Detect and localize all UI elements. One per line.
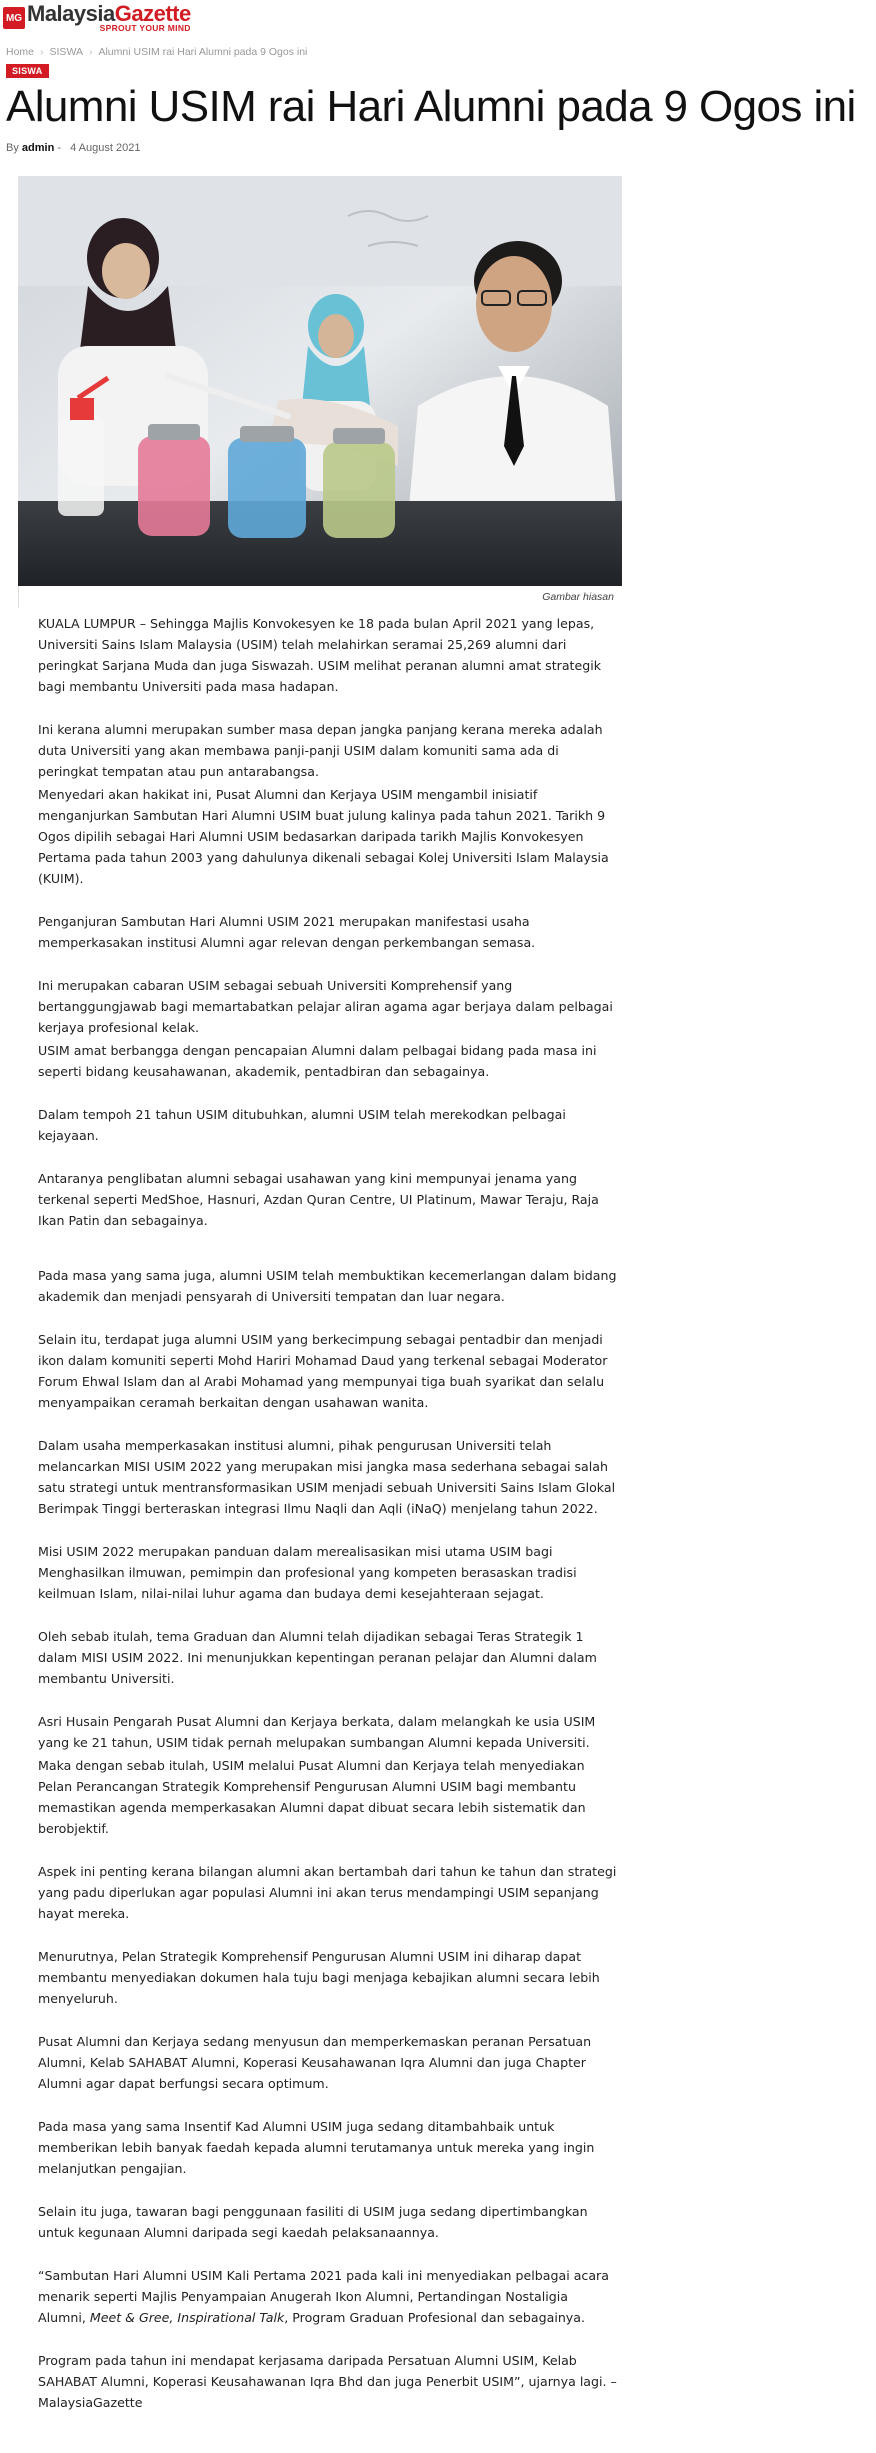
paragraph: Dalam tempoh 21 tahun USIM ditubuhkan, alumni USIM telah merekodkan pelbagai kejayaan. — [38, 1107, 566, 1143]
paragraph: Maka dengan sebab itulah, USIM melalui Pusat Alumni dan Kerjaya telah menyediakan Pelan Perancangan Strategik Komprehensif Pengurusan Alumni USIM bagi membantu memastikan agenda memperkasakan Alumni dapat dibuat secara lebih sistematik dan berobjektif. — [38, 1758, 586, 1836]
breadcrumb-category[interactable]: SISWA — [49, 46, 83, 58]
closing-paragraph: Program pada tahun ini mendapat kerjasama daripada Persatuan Alumni USIM, Kelab SAHABAT Alumni, Koperasi Keusahawanan Iqra Bhd dan juga Penerbit USIM”, ujarnya lagi. – MalaysiaGazette — [38, 2353, 617, 2410]
lab-students-photo — [18, 176, 622, 586]
logo-text — [27, 3, 191, 33]
breadcrumb-separator-icon: › — [40, 46, 44, 58]
paragraph: Selain itu, terdapat juga alumni USIM yang berkecimpung sebagai pentadbir dan menjadi ikon dalam komuniti seperti Mohd Hariri Mohamad Daud yang terkenal sebagai Moderator Forum Ehwal Islam dan al Arabi Mohamad yang mempunyai tiga buah syarikat dan selalu menyampaikan ceramah berkaitan dengan usahawan wanita. — [38, 1332, 608, 1410]
paragraph: Pada masa yang sama juga, alumni USIM telah membuktikan kecemerlangan dalam bidang akademik dan menjadi pensyarah di Universiti tempatan dan luar negara. — [38, 1268, 617, 1304]
logo-badge: MG — [3, 7, 25, 29]
quote-text-end: , Program Graduan Profesional dan sebagainya. — [284, 2310, 585, 2325]
breadcrumb-home[interactable]: Home — [6, 46, 35, 58]
featured-image — [18, 176, 622, 586]
logo-name-part2: Gazette — [114, 1, 191, 27]
article-meta — [6, 142, 140, 154]
meta-date: 4 August 2021 — [70, 142, 141, 154]
paragraph: Ini kerana alumni merupakan sumber masa depan jangka panjang kerana mereka adalah duta Universiti yang akan membawa panji-panji USIM dalam komuniti sama ada di peringkat tempatan atau pun antarabangsa. — [38, 722, 603, 779]
paragraph: Antaranya penglibatan alumni sebagai usahawan yang kini mempunyai jenama yang terkenal seperti MedShoe, Hasnuri, Azdan Quran Centre, UI Platinum, Mawar Teraju, Raja Ikan Patin dan sebagainya. — [38, 1171, 599, 1228]
paragraph: Oleh sebab itulah, tema Graduan dan Alumni telah dijadikan sebagai Teras Strategik 1 dalam MISI USIM 2022. Ini menunjukkan kepentingan peranan pelajar dan Alumni dalam membantu Universiti. — [38, 1629, 597, 1686]
paragraph: Penganjuran Sambutan Hari Alumni USIM 2021 merupakan manifestasi usaha memperkasakan institusi Alumni agar relevan dengan perkembangan semasa. — [38, 914, 536, 950]
breadcrumb-separator-icon: › — [88, 46, 93, 58]
logo-name — [27, 3, 191, 25]
quote-italic-text: Meet & Gree, Inspirational Talk — [89, 2310, 285, 2325]
paragraph: Menurutnya, Pelan Strategik Komprehensif Pengurusan Alumni USIM ini diharap dapat membantu menyediakan dokumen hala tuju bagi menjaga kebajikan alumni secara lebih menyeluruh. — [38, 1949, 600, 2006]
paragraph: Selain itu juga, tawaran bagi penggunaan fasiliti di USIM juga sedang dipertimbangkan untuk kegunaan Alumni daripada segi kaedah pelaksanaannya. — [38, 2204, 588, 2240]
paragraph: Pusat Alumni dan Kerjaya sedang menyusun dan memperkemaskan peranan Persatuan Alumni, Kelab SAHABAT Alumni, Koperasi Keusahawanan Iqra Alumni dan juga Chapter Alumni agar dapat berfungsi secara optimum. — [38, 2034, 592, 2091]
paragraph: Ini merupakan cabaran USIM sebagai sebuah Universiti Komprehensif yang bertanggungjawab bagi memartabatkan pelajar aliran agama agar berjaya dalam pelbagai kerjaya profesional kelak. — [38, 978, 613, 1035]
paragraph: Dalam usaha memperkasakan institusi alumni, pihak pengurusan Universiti telah melancarkan MISI USIM 2022 yang merupakan misi jangka masa sederhana sebagai salah satu strategi untuk mentransformasikan USIM menjadi sebuah Universiti Sains Islam Glokal Berimpak Tinggi berteraskan integrasi Ilmu Naqli dan Aqli (iNaQ) menjelang tahun 2022. — [38, 1438, 616, 1516]
paragraph: USIM amat berbangga dengan pencapaian Alumni dalam pelbagai bidang pada masa ini seperti bidang keusahawanan, akademik, pentadbiran dan sebagainya. — [38, 1043, 597, 1079]
breadcrumb — [6, 46, 307, 58]
paragraph: KUALA LUMPUR – Sehingga Majlis Konvokesyen ke 18 pada bulan April 2021 yang lepas, Universiti Sains Islam Malaysia (USIM) telah melahirkan seramai 25,269 alumni dari peringkat Sarjana Muda dan juga Siswazah. USIM melihat peranan alumni amat strategik bagi membantu Universiti pada masa hadapan. — [38, 616, 602, 694]
paragraph: Menyedari akan hakikat ini, Pusat Alumni dan Kerjaya USIM mengambil inisiatif menganjurkan Sambutan Hari Alumni USIM buat julung kalinya pada tahun 2021. Tarikh 9 Ogos dipilih sebagai Hari Alumni USIM bedasarkan daripada tarikh Majlis Konvokesyen Pertama pada tahun 2003 yang dahulunya dikenali sebagai Kolej Universiti Islam Malaysia (KUIM). — [38, 787, 609, 886]
image-caption: Gambar hiasan — [542, 591, 614, 603]
meta-by: By — [6, 142, 19, 154]
article-title: Alumni USIM rai Hari Alumni pada 9 Ogos ini — [6, 82, 856, 131]
site-logo[interactable] — [3, 0, 191, 36]
site-header — [0, 0, 876, 40]
logo-name-part1: Malaysia — [27, 1, 115, 27]
paragraph: Pada masa yang sama Insentif Kad Alumni USIM juga sedang ditambahbaik untuk memberikan lebih banyak faedah kepada alumni terutamanya untuk mereka yang ingin melanjutkan pengajian. — [38, 2119, 595, 2176]
paragraph: Asri Husain Pengarah Pusat Alumni dan Kerjaya berkata, dalam melangkah ke usia USIM yang ke 21 tahun, USIM tidak pernah melupakan sumbangan Alumni kepada Universiti. — [38, 1714, 596, 1750]
breadcrumb-current: Alumni USIM rai Hari Alumni pada 9 Ogos ini — [98, 46, 308, 58]
article-body — [38, 613, 618, 2413]
category-badge[interactable]: SISWA — [6, 64, 49, 78]
quote-text: “Sambutan Hari Alumni USIM Kali Pertama 2021 pada kali ini menyediakan pelbagai acara menarik seperti Majlis Penyampaian Anugerah Ikon Alumni, Pertandingan Nostaligia Alumni, — [38, 2268, 609, 2325]
meta-separator: - — [57, 142, 62, 154]
paragraph: Aspek ini penting kerana bilangan alumni akan bertambah dari tahun ke tahun dan strategi yang padu diperlukan agar populasi Alumni ini akan terus mendampingi USIM sepanjang hayat mereka. — [38, 1864, 617, 1921]
meta-author[interactable]: admin — [21, 142, 55, 154]
logo-tagline: SPROUT YOUR MIND — [99, 23, 191, 34]
quote-paragraph — [38, 2265, 618, 2328]
paragraph: Misi USIM 2022 merupakan panduan dalam merealisasikan misi utama USIM bagi Menghasilkan ilmuwan, pemimpin dan profesional yang kompeten berasaskan tradisi keilmuan Islam, nilai-nilai luhur agama dan budaya demi kesejahteraan sejagat. — [38, 1544, 577, 1601]
